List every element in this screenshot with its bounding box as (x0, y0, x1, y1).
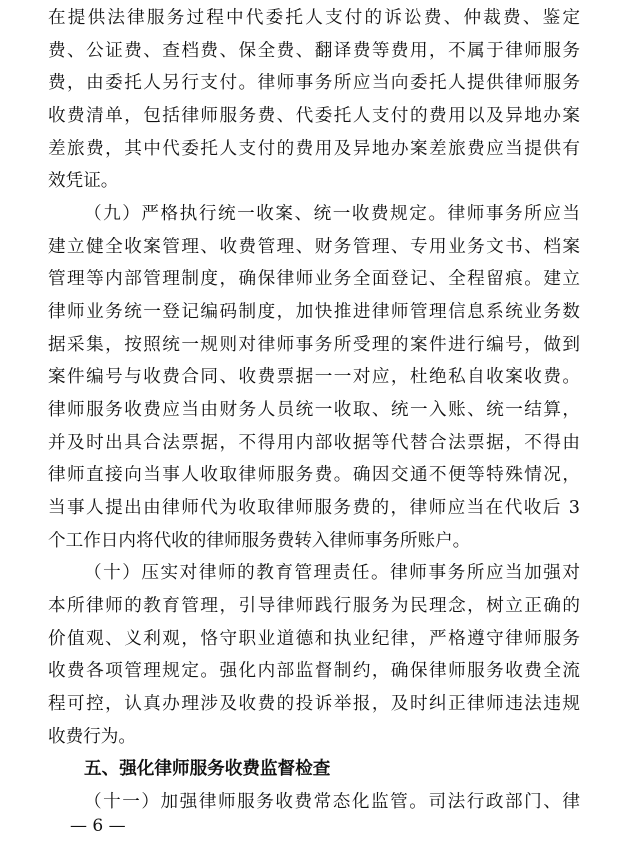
paragraph-10-first-line: （十）压实对律师的教育管理责任。律师事务所应当加强对 (84, 563, 580, 584)
text-line: 本所律师的教育管理，引导律师践行服务为民理念，树立正确的 (48, 596, 580, 617)
page-number: — 6 — (70, 816, 126, 836)
text-line: 价值观、义利观，恪守职业道德和执业纪律，严格遵守律师服务 (48, 628, 580, 649)
text-line: 管理等内部管理制度，确保律师业务全面登记、全程留痕。建立 (48, 269, 580, 290)
section-heading: 五、强化律师服务收费监督检查 (84, 759, 331, 780)
text-line: 程可控，认真办理涉及收费的投诉举报，及时纠正律师违法违规 (48, 694, 580, 715)
paragraph-9-first-line: （九）严格执行统一收案、统一收费规定。律师事务所应当 (84, 204, 580, 225)
text-line: 并及时出具合法票据，不得用内部收据等代替合法票据，不得由 (48, 432, 580, 453)
text-line: 费、公证费、查档费、保全费、翻译费等费用，不属于律师服务 (48, 40, 580, 61)
text-line: 据采集，按照统一规则对律师事务所受理的案件进行编号，做到 (48, 334, 580, 355)
text-line: 律师直接向当事人收取律师服务费。确因交通不便等特殊情况， (48, 465, 580, 486)
text-line: 个工作日内将代收的律师服务费转入律师事务所账户。 (48, 530, 471, 551)
text-line: 在提供法律服务过程中代委托人支付的诉讼费、仲裁费、鉴定 (48, 8, 580, 28)
text-line: 案件编号与收费合同、收费票据一一对应，杜绝私自收案收费。 (48, 367, 580, 388)
text-line: 收费行为。 (48, 726, 136, 747)
text-line: 费，由委托人另行支付。律师事务所应当向委托人提供律师服务 (48, 73, 580, 94)
text-line: 收费各项管理规定。强化内部监督制约，确保律师服务收费全流 (48, 661, 580, 682)
text-line: 律师业务统一登记编码制度，加快推进律师管理信息系统业务数 (48, 302, 580, 323)
paragraph-11-first-line: （十一）加强律师服务收费常态化监管。司法行政部门、律 (84, 792, 580, 813)
text-line: 效凭证。 (48, 171, 119, 192)
text-line: 当事人提出由律师代为收取律师服务费的，律师应当在代收后 3 (48, 498, 580, 519)
text-line: 建立健全收案管理、收费管理、财务管理、专用业务文书、档案 (48, 236, 580, 257)
text-line: 收费清单，包括律师服务费、代委托人支付的费用以及异地办案 (48, 106, 580, 127)
text-line: 差旅费，其中代委托人支付的费用及异地办案差旅费应当提供有 (48, 138, 580, 159)
text-line: 律师服务收费应当由财务人员统一收取、统一入账、统一结算， (48, 400, 580, 421)
